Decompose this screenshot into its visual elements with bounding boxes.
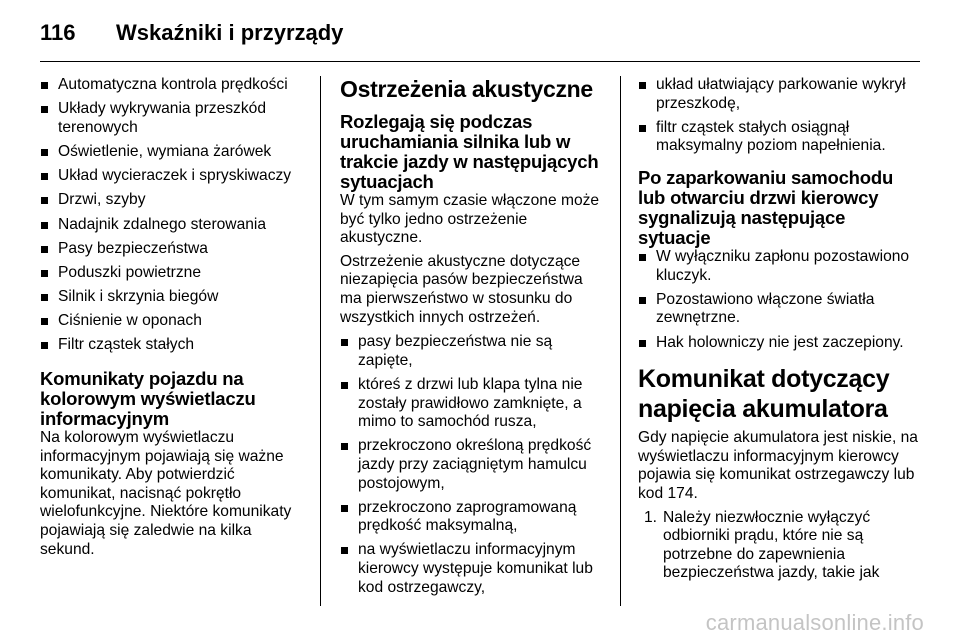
list-item: pasy bezpieczeństwa nie są zapięte,	[340, 333, 608, 370]
topic-list	[40, 76, 302, 355]
list-item: któreś z drzwi lub klapa tylna nie zostały prawidłowo zamknięte, a mimo to samochód rusza,	[340, 376, 608, 432]
list-item: Układy wykrywania przeszkód terenowych	[40, 100, 302, 137]
section-text-vehicle-messages: Na kolorowym wyświetlaczu informacyjnym pojawiają się ważne komunikaty. Aby potwierdzić komunikat, nacisnąć pokrętło wielofunkcyjne. Niektóre komunikaty pojawiają się zaledwie na kilka sekund.	[40, 429, 292, 558]
step-text: Należy niezwłocznie wyłączyć odbiorniki prądu, które nie są potrzebne do zapewnienia bezpieczeństwa jazdy, takie jak	[663, 508, 880, 582]
list-item: Hak holowniczy nie jest zaczepiony.	[638, 334, 918, 353]
column-right	[638, 76, 918, 583]
warning-list-continued	[638, 76, 918, 156]
page-number: 116	[40, 20, 76, 45]
list-item: Drzwi, szyby	[40, 191, 302, 210]
page-title: Wskaźniki i przyrządy	[116, 20, 344, 45]
parking-warning-list	[638, 248, 918, 352]
list-item: filtr cząstek stałych osiągnął maksymalny poziom napełnienia.	[638, 119, 918, 156]
paragraph-one-warning: W tym samym czasie włączone może być tylko jedno ostrzeżenie akustyczne.	[340, 192, 600, 247]
list-item: Ciśnienie w oponach	[40, 312, 302, 331]
paragraph-battery-low: Gdy napięcie akumulatora jest niskie, na wyświetlaczu informacyjnym kierowcy pojawia się komunikat ostrzegawczy lub kod 174.	[638, 429, 918, 502]
heading-battery-voltage: Komunikat dotyczący napięcia akumulatora	[638, 365, 890, 424]
warning-list	[340, 333, 608, 597]
column-divider-1	[320, 76, 321, 606]
column-middle	[340, 76, 608, 603]
paragraph-seatbelt-priority: Ostrzeżenie akustyczne dotyczące niezapięcia pasów bezpieczeństwa ma pierwszeństwo w stosunku do wszystkich innych ostrzeżeń.	[340, 252, 583, 326]
list-item: Układ wycieraczek i spryskiwaczy	[40, 167, 302, 186]
page-header	[40, 20, 343, 46]
list-item: Pasy bezpieczeństwa	[40, 240, 302, 259]
heading-acoustic-warnings: Ostrzeżenia akustyczne	[340, 76, 593, 102]
step-number: 1.	[644, 508, 658, 526]
list-item: Automatyczna kontrola prędkości	[40, 76, 302, 95]
list-item: Oświetlenie, wymiana żarówek	[40, 143, 302, 162]
list-item: Nadajnik zdalnego sterowania	[40, 216, 302, 235]
list-item: Poduszki powietrzne	[40, 264, 302, 283]
list-item: Silnik i skrzynia biegów	[40, 288, 302, 307]
battery-steps	[644, 509, 918, 583]
list-item: W wyłączniku zapłonu pozostawiono kluczyk.	[638, 248, 918, 285]
section-heading-vehicle-messages: Komunikaty pojazdu na kolorowym wyświetlaczu informacyjnym	[40, 368, 256, 430]
column-left	[40, 76, 302, 559]
list-item: przekroczono określoną prędkość jazdy przy zaciągniętym hamulcu postojowym,	[340, 437, 608, 493]
list-item: Filtr cząstek stałych	[40, 336, 302, 355]
watermark: carmanualsonline.info	[705, 610, 924, 635]
list-item: układ ułatwiający parkowanie wykrył przeszkodę,	[638, 76, 918, 113]
header-divider	[40, 61, 920, 62]
list-item: Pozostawiono włączone światła zewnętrzne.	[638, 291, 918, 328]
subheading-after-parking: Po zaparkowaniu samochodu lub otwarciu drzwi kierowcy sygnalizują następujące sytuacje	[638, 166, 894, 248]
list-item: przekroczono zaprogramowaną prędkość maksymalną,	[340, 499, 608, 536]
subheading-acoustic-situations: Rozlegają się podczas uruchamiania silnika lub w trakcie jazdy w następujących sytuacjach	[340, 111, 599, 192]
numbered-item	[644, 509, 918, 583]
column-divider-2	[620, 76, 621, 606]
list-item: na wyświetlaczu informacyjnym kierowcy występuje komunikat lub kod ostrzegawczy,	[340, 541, 608, 597]
